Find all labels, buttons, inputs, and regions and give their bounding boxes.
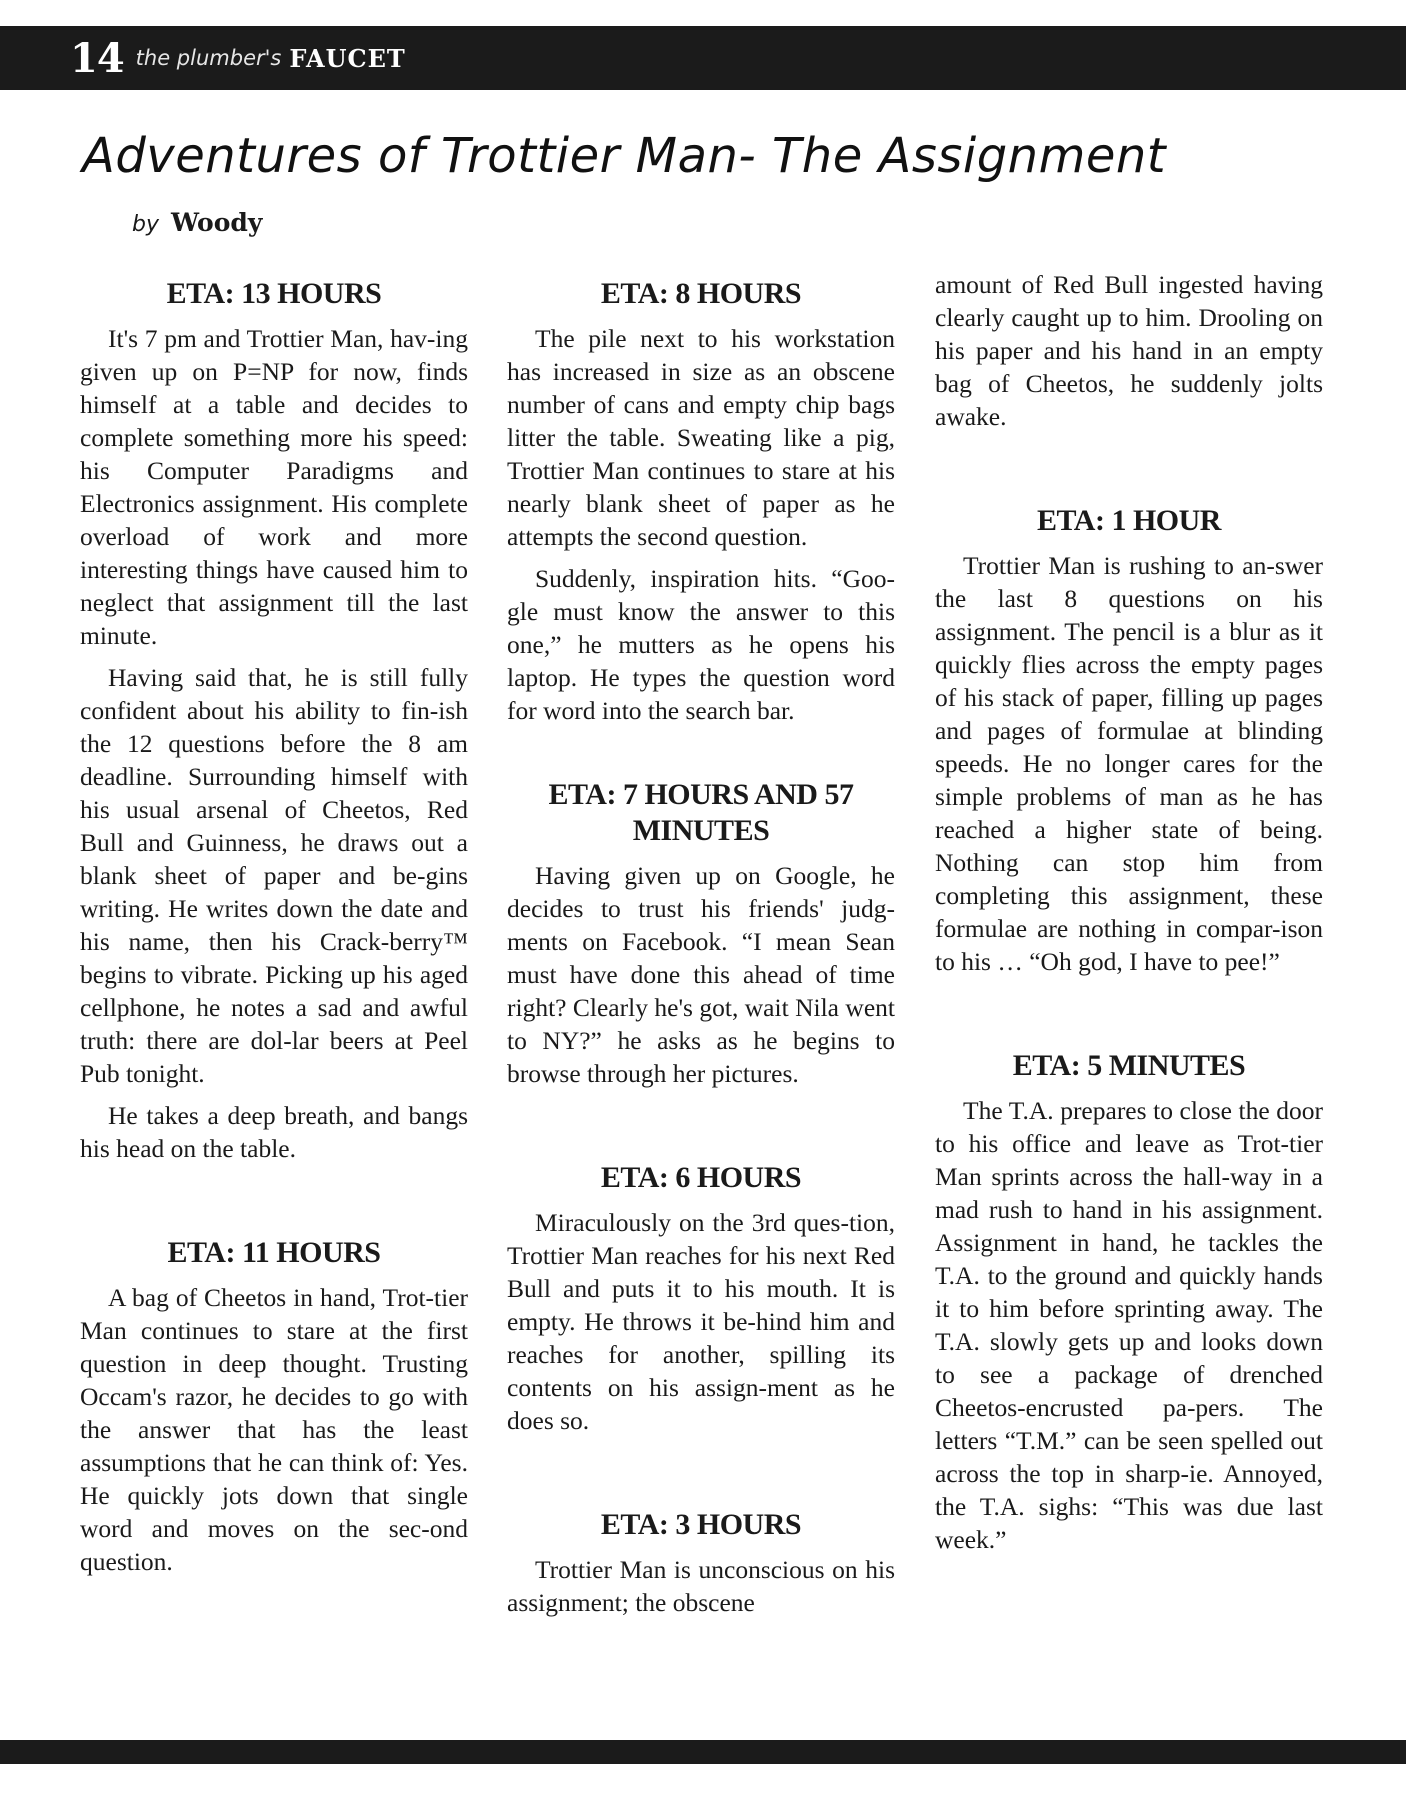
paragraph: He takes a deep breath, and bangs his head on the table. bbox=[80, 1101, 468, 1163]
paragraph: A bag of Cheetos in hand, Trot-tier Man continues to stare at the first question in deep thought. Trusting Occam's razor, he decides to go with the answer that has the least assumptions that he can think of: Yes. He quickly jots down that single word and moves on the sec-ond question. bbox=[80, 1283, 468, 1576]
column-1 bbox=[80, 276, 468, 1587]
paragraph: Suddenly, inspiration hits. “Goo-gle must know the answer to this one,” he mutters as he opens his laptop. He types the question word for word into the search bar. bbox=[507, 564, 895, 725]
paragraph: Having said that, he is still fully confident about his ability to fin-ish the 12 questions before the 8 am deadline. Surrounding himself with his usual arsenal of Cheetos, Red Bull and Guinness, he draws out a blank sheet of paper and be-gins writing. He writes down the date and his name, then his Crack-berry™ begins to vibrate. Picking up his aged cellphone, he notes a sad and awful truth: there are dol-lar beers at Peel Pub tonight. bbox=[80, 663, 468, 1088]
paragraph-continued: amount of Red Bull ingested having clearly caught up to him. Drooling on his paper and his hand in an empty bag of Cheetos, he suddenly jolts awake. bbox=[935, 270, 1323, 431]
article-title: Adventures of Trottier Man- The Assignment bbox=[82, 128, 1167, 184]
section-heading: ETA: 11 HOURS bbox=[167, 1236, 381, 1269]
column-2 bbox=[507, 276, 895, 1628]
header-bar bbox=[0, 26, 1406, 90]
section-heading: ETA: 1 HOUR bbox=[1037, 504, 1221, 537]
section-heading: ETA: 6 HOURS bbox=[600, 1161, 802, 1194]
page-number: 14 bbox=[70, 34, 124, 82]
footer-bar bbox=[0, 1740, 1406, 1764]
section-heading: ETA: 8 HOURS bbox=[600, 277, 802, 310]
paragraph: The T.A. prepares to close the door to his office and leave as Trot-tier Man sprints across the hall-way in a mad rush to hand in his assignment. Assignment in hand, he tackles the T.A. to the ground and quickly hands it to him before sprinting away. The T.A. slowly gets up and looks down to see a package of drenched Cheetos-encrusted pa-pers. The letters “T.M.” can be seen spelled out across the top in sharp-ie. Annoyed, the T.A. sighs: “This was due last week.” bbox=[935, 1096, 1323, 1554]
byline-author: Woody bbox=[170, 208, 263, 237]
magazine-name: FAUCET bbox=[289, 43, 406, 73]
paragraph: Miraculously on the 3rd ques-tion, Trottier Man reaches for his next Red Bull and puts it to his mouth. It is empty. He throws it be-hind him and reaches for another, spilling its contents on his assign-ment as he does so. bbox=[507, 1208, 895, 1435]
paragraph: Trottier Man is unconscious on his assignment; the obscene bbox=[507, 1555, 895, 1617]
section-heading: ETA: 7 HOURS AND 57 MINUTES bbox=[548, 778, 854, 847]
paragraph: It's 7 pm and Trottier Man, hav-ing given up on P=NP for now, finds himself at a table and decides to complete something more his speed: his Computer Paradigms and Electronics assignment. His complete overload of work and more interesting things have caused him to neglect that assignment till the last minute. bbox=[80, 324, 468, 650]
byline-by: by bbox=[132, 212, 159, 237]
section-heading: ETA: 13 HOURS bbox=[166, 277, 382, 310]
magazine-prefix: the plumber's bbox=[135, 46, 282, 70]
column-3 bbox=[935, 268, 1323, 1565]
section-heading: ETA: 3 HOURS bbox=[600, 1508, 802, 1541]
paragraph: Having given up on Google, he decides to trust his friends' judg-ments on Facebook. “I mean Sean must have done this ahead of time right? Clearly he's got, wait Nila went to NY?” he asks as he begins to browse through her pictures. bbox=[507, 861, 895, 1088]
byline bbox=[132, 208, 262, 238]
paragraph: Trottier Man is rushing to an-swer the last 8 questions on his assignment. The pencil is a blur as it quickly flies across the empty pages of his stack of paper, filling up pages and pages of formulae at blinding speeds. He no longer cares for the simple problems of man as he has reached a higher state of being. Nothing can stop him from completing this assignment, these formulae are nothing in compar-ison to his … “Oh god, I have to pee!” bbox=[935, 551, 1323, 976]
paragraph: The pile next to his workstation has increased in size as an obscene number of cans and empty chip bags litter the table. Sweating like a pig, Trottier Man continues to stare at his nearly blank sheet of paper as he attempts the second question. bbox=[507, 324, 895, 551]
section-heading: ETA: 5 MINUTES bbox=[1012, 1049, 1246, 1082]
